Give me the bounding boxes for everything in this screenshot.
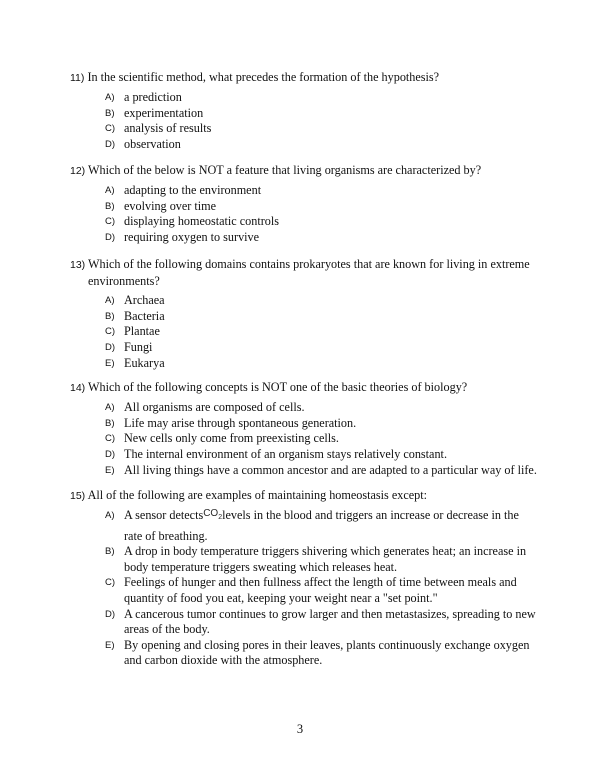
question-text: All of the following are examples of maintaining homeostasis except:	[87, 488, 428, 502]
option-text: a prediction	[124, 90, 182, 104]
option-text: requiring oxygen to survive	[124, 230, 260, 245]
answer-option	[70, 137, 540, 153]
answer-option	[70, 230, 540, 246]
option-text: Plantae	[124, 324, 160, 339]
answer-option	[70, 575, 540, 606]
option-text: A cancerous tumor continues to grow larger and then metastasizes, spreading to new areas of the body.	[124, 606, 536, 637]
option-letter: A)	[105, 402, 115, 413]
answer-option	[70, 400, 540, 416]
question-stem	[70, 162, 540, 179]
question-11	[70, 69, 540, 153]
option-text: observation	[124, 137, 181, 152]
answer-option	[70, 183, 540, 199]
option-letter: B)	[105, 200, 115, 212]
option-text: Fungi	[124, 340, 153, 355]
option-letter: D)	[105, 608, 116, 620]
option-text: experimentation	[124, 105, 204, 120]
answer-options	[70, 183, 540, 246]
answer-option	[70, 508, 540, 544]
option-letter: E)	[105, 639, 115, 651]
option-text-after: levels in the blood and triggers an increase or decrease in the rate of breathing.	[124, 508, 519, 543]
option-text: All organisms are composed of cells.	[124, 400, 305, 414]
option-letter: C)	[105, 216, 116, 228]
answer-option	[70, 106, 540, 122]
option-text: The internal environment of an organism stays relatively constant.	[124, 447, 447, 462]
answer-option	[70, 324, 540, 340]
option-letter: D)	[105, 232, 116, 244]
question-text: Which of the following domains contains prokaryotes that are known for living in extreme environments?	[88, 257, 530, 288]
question-12	[70, 162, 540, 246]
option-text: New cells only come from preexisting cells.	[124, 431, 339, 446]
question-14	[70, 379, 540, 478]
question-13	[70, 256, 540, 371]
question-stem	[70, 256, 540, 289]
option-letter: B)	[105, 546, 115, 558]
answer-option	[70, 293, 540, 309]
option-letter: C)	[105, 433, 116, 445]
option-text: Life may arise through spontaneous generation.	[124, 415, 357, 430]
option-text: By opening and closing pores in their leaves, plants continuously exchange oxygen and carbon dioxide with the atmosphere.	[124, 637, 530, 668]
option-letter: C)	[105, 123, 116, 135]
answer-option	[70, 463, 540, 479]
option-text: Bacteria	[124, 308, 165, 323]
answer-option	[70, 309, 540, 325]
answer-options	[70, 293, 540, 371]
answer-option	[70, 121, 540, 137]
question-number: 11)	[70, 72, 85, 84]
option-letter: E)	[105, 357, 115, 369]
answer-option	[70, 638, 540, 669]
option-letter: B)	[105, 417, 115, 429]
option-letter: C)	[105, 326, 116, 338]
question-number: 13)	[70, 259, 86, 271]
question-number: 14)	[70, 382, 86, 394]
option-letter: A)	[105, 92, 115, 103]
option-text: evolving over time	[124, 198, 217, 213]
option-letter: B)	[105, 310, 115, 322]
co2-formula	[203, 508, 222, 519]
question-text: In the scientific method, what precedes the formation of the hypothesis?	[87, 70, 440, 84]
answer-option	[70, 356, 540, 372]
answer-options	[70, 90, 540, 153]
option-letter: A)	[105, 295, 115, 306]
option-letter: E)	[105, 464, 115, 476]
answer-options	[70, 400, 540, 478]
answer-option	[70, 90, 540, 106]
option-text: Feelings of hunger and then fullness affect the length of time between meals and quantity of food you eat, keeping your weight near a "set point."	[124, 575, 517, 605]
answer-option	[70, 199, 540, 215]
option-letter: A)	[105, 510, 115, 521]
option-letter: D)	[105, 139, 116, 151]
formula-subscript: 2	[218, 514, 223, 521]
option-text: analysis of results	[124, 121, 212, 136]
option-letter: C)	[105, 577, 116, 589]
option-text: A drop in body temperature triggers shivering which generates heat; an increase in body temperature triggers sweating which releases heat.	[124, 544, 527, 574]
option-text: Archaea	[124, 293, 165, 307]
formula-main: CO	[203, 508, 219, 519]
option-letter: A)	[105, 185, 115, 196]
answer-option	[70, 431, 540, 447]
page-number: 3	[296, 722, 304, 736]
question-number: 12)	[70, 165, 86, 177]
answer-option	[70, 340, 540, 356]
option-text-before: A sensor detects	[124, 508, 204, 522]
answer-option	[70, 416, 540, 432]
question-stem	[70, 487, 540, 504]
option-text: displaying homeostatic controls	[124, 214, 280, 229]
question-15	[70, 487, 540, 669]
option-text: Eukarya	[124, 355, 165, 370]
question-stem	[70, 379, 540, 396]
answer-option	[70, 214, 540, 230]
answer-option	[70, 447, 540, 463]
option-letter: D)	[105, 449, 116, 461]
answer-option	[70, 544, 540, 575]
option-text: adapting to the environment	[124, 183, 262, 197]
question-number: 15)	[70, 490, 86, 502]
option-text: All living things have a common ancestor and are adapted to a particular way of life.	[124, 462, 537, 477]
question-text: Which of the below is NOT a feature that living organisms are characterized by?	[88, 163, 482, 177]
option-letter: B)	[105, 107, 115, 119]
question-stem	[70, 69, 540, 86]
answer-option	[70, 607, 540, 638]
question-text: Which of the following concepts is NOT one of the basic theories of biology?	[88, 380, 468, 394]
option-letter: D)	[105, 342, 116, 354]
answer-options	[70, 508, 540, 669]
